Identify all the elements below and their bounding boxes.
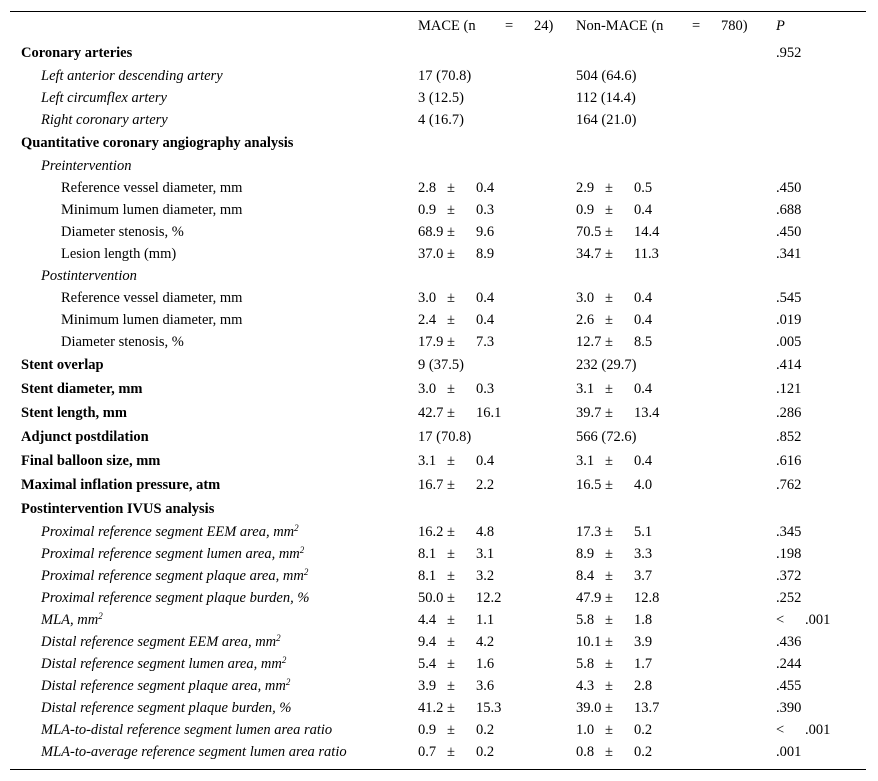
mace-value: 0.9 ± 0.2 [418, 722, 495, 738]
row-label-text: MLA-to-average reference segment lumen area ratio [41, 744, 347, 760]
row-label-text: Reference vessel diameter, mm [61, 180, 243, 196]
row-label [61, 246, 176, 263]
mace-value: 37.0 ± 8.9 [418, 246, 495, 262]
mace-value: 4 (16.7) [418, 112, 464, 128]
row-label-text: Stent length, mm [21, 405, 127, 421]
non-mace-value: 16.5 ± 4.0 [576, 477, 653, 493]
p-value: .616 [776, 453, 802, 469]
row-label [21, 45, 132, 62]
non-mace-value: 3.1 ± 0.4 [576, 453, 653, 469]
mace-value: 8.1 ± 3.2 [418, 568, 495, 584]
p-value: .545 [776, 290, 802, 306]
p-value: .390 [776, 700, 802, 716]
p-value: .952 [776, 45, 802, 61]
mace-value: 2.4 ± 0.4 [418, 312, 495, 328]
row-label [41, 546, 304, 563]
mace-value: 9.4 ± 4.2 [418, 634, 495, 650]
row-label [41, 722, 332, 739]
table-top-rule [10, 11, 866, 12]
row-label [41, 744, 347, 761]
row-label-text: Left anterior descending artery [41, 68, 223, 84]
row-label-text: Postintervention IVUS analysis [21, 501, 215, 517]
mace-value: 41.2 ± 15.3 [418, 700, 502, 716]
p-value: .762 [776, 477, 802, 493]
row-label-text: Right coronary artery [41, 112, 168, 128]
row-label-superscript: 2 [276, 633, 281, 643]
row-label-text: Adjunct postdilation [21, 429, 149, 445]
row-label-text: Proximal reference segment plaque burden, % [41, 590, 310, 606]
row-label [41, 158, 131, 175]
non-mace-value: 10.1 ± 3.9 [576, 634, 653, 650]
p-value: .345 [776, 524, 802, 540]
row-label [61, 202, 242, 219]
row-label [41, 524, 299, 541]
non-mace-value: 4.3 ± 2.8 [576, 678, 653, 694]
row-label-superscript: 2 [98, 611, 103, 621]
row-label-text: Proximal reference segment EEM area, mm [41, 524, 295, 540]
header-col-non-mace: Non-MACE (n = 780) [576, 18, 748, 34]
row-label [21, 501, 214, 518]
p-value: .005 [776, 334, 802, 350]
row-label [41, 68, 223, 85]
row-label-text: Lesion length (mm) [61, 246, 177, 262]
row-label-text: Preintervention [41, 158, 132, 174]
row-label-superscript: 2 [281, 655, 287, 665]
row-label-text: Stent overlap [21, 357, 104, 373]
mace-value: 16.7 ± 2.2 [418, 477, 495, 493]
row-label-text: Postintervention [41, 268, 137, 284]
mace-value: 3 (12.5) [418, 90, 464, 106]
mace-value: 17.9 ± 7.3 [418, 334, 495, 350]
row-label-superscript: 2 [285, 677, 291, 687]
non-mace-value: 112 (14.4) [576, 90, 636, 106]
row-label [41, 634, 281, 651]
row-label [21, 381, 142, 398]
non-mace-value: 3.0 ± 0.4 [576, 290, 653, 306]
non-mace-value: 504 (64.6) [576, 68, 637, 84]
row-label-text: Reference vessel diameter, mm [61, 290, 243, 306]
row-label [21, 135, 293, 152]
non-mace-value: 39.7 ± 13.4 [576, 405, 660, 421]
row-label [41, 678, 290, 695]
non-mace-value: 70.5 ± 14.4 [576, 224, 660, 240]
header-col-p: P [776, 18, 785, 34]
non-mace-value: 8.9 ± 3.3 [576, 546, 653, 562]
non-mace-value: 566 (72.6) [576, 429, 637, 445]
mace-value: 0.7 ± 0.2 [418, 744, 495, 760]
row-label-text: MLA-to-distal reference segment lumen area ratio [41, 722, 333, 738]
row-label-superscript: 2 [299, 545, 305, 555]
row-label [21, 477, 220, 494]
non-mace-value: 3.1 ± 0.4 [576, 381, 653, 397]
p-value: .852 [776, 429, 802, 445]
p-value: .244 [776, 656, 802, 672]
p-value: .252 [776, 590, 802, 606]
row-label [41, 612, 103, 629]
row-label [61, 312, 242, 329]
mace-value: 3.0 ± 0.4 [418, 290, 495, 306]
row-label [41, 268, 137, 285]
non-mace-value: 0.8 ± 0.2 [576, 744, 653, 760]
mace-value: 3.9 ± 3.6 [418, 678, 495, 694]
row-label [41, 112, 168, 129]
p-value: .121 [776, 381, 802, 397]
row-label [61, 334, 184, 351]
data-table [10, 0, 866, 781]
mace-value: 9 (37.5) [418, 357, 464, 373]
p-value: .019 [776, 312, 802, 328]
row-label-text: Distal reference segment plaque area, mm [41, 678, 286, 694]
p-value: < .001 [776, 722, 831, 738]
row-label [41, 656, 286, 673]
non-mace-value: 47.9 ± 12.8 [576, 590, 660, 606]
p-value: .372 [776, 568, 802, 584]
row-label-text: Final balloon size, mm [21, 453, 161, 469]
mace-value: 3.0 ± 0.3 [418, 381, 495, 397]
header-col-mace: MACE (n = 24) [418, 18, 554, 34]
row-label-text: Diameter stenosis, % [61, 224, 184, 240]
mace-value: 17 (70.8) [418, 68, 472, 84]
non-mace-value: 12.7 ± 8.5 [576, 334, 653, 350]
non-mace-value: 34.7 ± 11.3 [576, 246, 659, 262]
row-label [21, 357, 104, 374]
mace-value: 4.4 ± 1.1 [418, 612, 495, 628]
p-value: .198 [776, 546, 802, 562]
row-label [61, 224, 184, 241]
p-value: .450 [776, 180, 802, 196]
row-label-text: Coronary arteries [21, 45, 133, 61]
mace-value: 16.2 ± 4.8 [418, 524, 495, 540]
row-label [61, 180, 242, 197]
mace-value: 5.4 ± 1.6 [418, 656, 495, 672]
non-mace-value: 1.0 ± 0.2 [576, 722, 653, 738]
p-value: .414 [776, 357, 802, 373]
mace-value: 8.1 ± 3.1 [418, 546, 495, 562]
row-label-text: Minimum lumen diameter, mm [61, 202, 243, 218]
row-label-text: Distal reference segment plaque burden, % [41, 700, 292, 716]
row-label-text: Stent diameter, mm [21, 381, 143, 397]
p-value: < .001 [776, 612, 831, 628]
row-label [21, 405, 127, 422]
row-label-superscript: 2 [294, 523, 299, 533]
non-mace-value: 5.8 ± 1.8 [576, 612, 653, 628]
mace-value: 0.9 ± 0.3 [418, 202, 495, 218]
non-mace-value: 0.9 ± 0.4 [576, 202, 653, 218]
non-mace-value: 2.9 ± 0.5 [576, 180, 653, 196]
non-mace-value: 164 (21.0) [576, 112, 637, 128]
p-value: .436 [776, 634, 802, 650]
row-label-text: Left circumflex artery [41, 90, 167, 106]
row-label-text: Diameter stenosis, % [61, 334, 184, 350]
mace-value: 2.8 ± 0.4 [418, 180, 495, 196]
row-label-text: MLA, mm [41, 612, 99, 628]
row-label [21, 429, 149, 446]
p-value: .001 [776, 744, 802, 760]
row-label-text: Maximal inflation pressure, atm [21, 477, 221, 493]
p-value: .688 [776, 202, 802, 218]
p-value: .450 [776, 224, 802, 240]
row-label-superscript: 2 [303, 567, 309, 577]
row-label-text: Proximal reference segment plaque area, mm [41, 568, 304, 584]
row-label-text: Minimum lumen diameter, mm [61, 312, 243, 328]
non-mace-value: 39.0 ± 13.7 [576, 700, 660, 716]
row-label [41, 590, 309, 607]
mace-value: 17 (70.8) [418, 429, 472, 445]
row-label [61, 290, 242, 307]
p-value: .286 [776, 405, 802, 421]
mace-value: 42.7 ± 16.1 [418, 405, 502, 421]
mace-value: 50.0 ± 12.2 [418, 590, 502, 606]
non-mace-value: 5.8 ± 1.7 [576, 656, 653, 672]
p-value: .341 [776, 246, 802, 262]
mace-value: 68.9 ± 9.6 [418, 224, 495, 240]
row-label-text: Distal reference segment lumen area, mm [41, 656, 282, 672]
row-label [21, 453, 160, 470]
non-mace-value: 2.6 ± 0.4 [576, 312, 653, 328]
p-value: .455 [776, 678, 802, 694]
table-bottom-rule [10, 769, 866, 770]
row-label [41, 90, 167, 107]
row-label-text: Distal reference segment EEM area, mm [41, 634, 277, 650]
row-label-text: Quantitative coronary angiography analysis [21, 135, 294, 151]
non-mace-value: 8.4 ± 3.7 [576, 568, 653, 584]
non-mace-value: 17.3 ± 5.1 [576, 524, 653, 540]
row-label [41, 700, 291, 717]
non-mace-value: 232 (29.7) [576, 357, 637, 373]
mace-value: 3.1 ± 0.4 [418, 453, 495, 469]
row-label-text: Proximal reference segment lumen area, mm [41, 546, 300, 562]
row-label [41, 568, 308, 585]
